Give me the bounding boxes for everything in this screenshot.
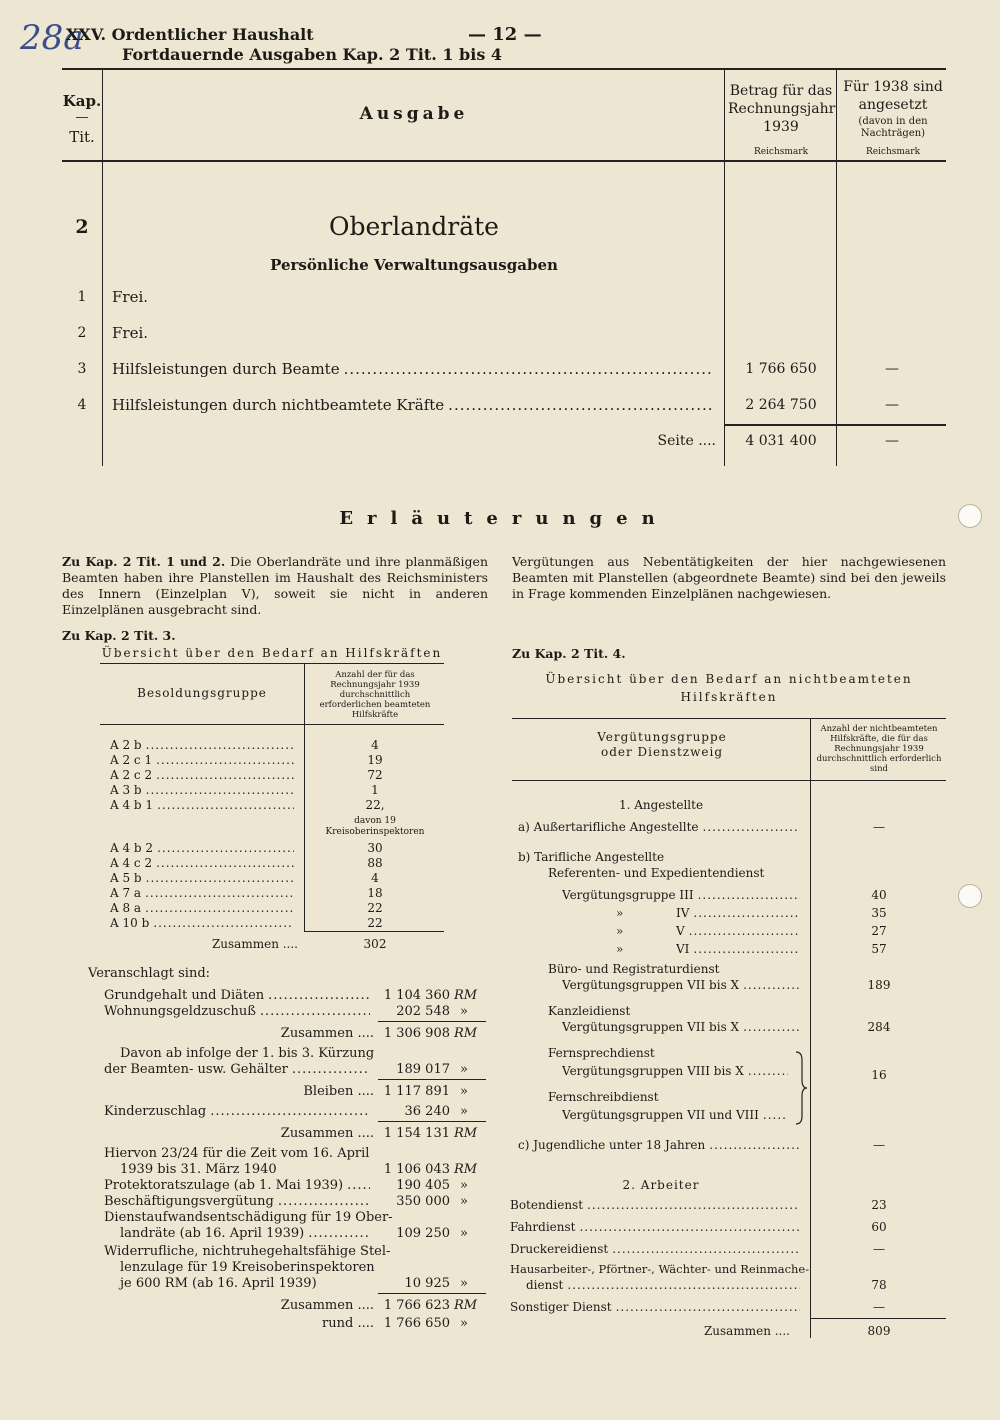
right-table-title-2: Hilfskräften	[680, 690, 778, 704]
right-druck-label: Druckereidienst	[510, 1242, 609, 1256]
right-boten	[510, 1198, 804, 1213]
right-row-vg4	[676, 906, 804, 921]
right-row-vg3	[562, 888, 804, 903]
col-kap-header: Kap.	[62, 92, 102, 110]
left-row-a3b-label: A 3 b	[110, 783, 142, 797]
calc-kinder-label: Kinderzuschlag	[104, 1104, 207, 1119]
left-zusammen-rule	[304, 931, 444, 932]
right-fern1-vg: Vergütungsgruppen VIII bis X	[562, 1064, 744, 1078]
calc-davon-label: der Beamten- usw. Gehälter	[104, 1062, 288, 1077]
calc-hiervon-line-1: Hiervon 23/24 für die Zeit vom 16. April	[104, 1146, 370, 1161]
right-sec1: 1. Angestellte	[618, 798, 704, 812]
row-2-tit: 2	[77, 325, 87, 341]
left-row-a2c2-value: 72	[367, 768, 383, 782]
right-haus	[526, 1278, 804, 1293]
right-row-vg3-value: 40	[871, 888, 887, 902]
left-table-vline	[304, 663, 305, 931]
handwritten-note: 28a	[20, 18, 84, 58]
calc-protektorat-label: Protektoratszulage (ab 1. Mai 1939)	[104, 1178, 344, 1193]
right-row-a-value: —	[873, 820, 885, 834]
right-kanzlei-row	[562, 1020, 804, 1035]
right-fern-value: 16	[871, 1068, 887, 1082]
table-top-rule	[62, 68, 946, 70]
right-fern-brace-icon	[794, 1050, 808, 1126]
calc-zus2-label: Zusammen ....	[280, 1126, 374, 1141]
right-para-2-head: Zu Kap. 2 Tit. 4.	[512, 646, 626, 661]
calc-grundgehalt-label: Grundgehalt und Diäten	[104, 988, 265, 1003]
right-druck	[510, 1242, 804, 1257]
seite-rule	[724, 424, 946, 426]
calc-davon-line-2	[104, 1062, 374, 1078]
right-row-c-value: —	[873, 1138, 885, 1152]
right-kanzlei: Kanzleidienst	[548, 1004, 631, 1018]
left-para-2-head: Zu Kap. 2 Tit. 3.	[62, 628, 176, 643]
left-row-a4c2	[110, 856, 298, 871]
col-1938-sub: (davon in den Nachträgen)	[858, 116, 928, 139]
calc-rund-label: rund ....	[322, 1316, 374, 1331]
punch-hole-lower	[958, 884, 982, 908]
right-sonst-label: Sonstiger Dienst	[510, 1300, 612, 1314]
left-row-a7a-value: 18	[367, 886, 383, 900]
calc-rund-ditto: »	[460, 1316, 468, 1331]
right-buero: Büro- und Registraturdienst	[548, 962, 720, 976]
left-row-a8a	[110, 901, 298, 916]
left-row-a10b	[110, 916, 298, 931]
right-row-vg5-ditto: »	[616, 924, 624, 938]
calc-rule-4	[378, 1293, 486, 1294]
row-3-prev: —	[885, 361, 899, 377]
calc-rund-value: 1 766 650	[383, 1316, 450, 1331]
right-col1-header: Vergütungsgruppe oder Dienstzweig	[597, 730, 727, 759]
right-row-b-sub: Referenten- und Expedientendienst	[548, 866, 765, 880]
calc-kinder-value: 36 240	[404, 1104, 450, 1119]
right-sonst	[510, 1300, 804, 1315]
calc-zus3-value: 1 766 623	[383, 1298, 450, 1313]
right-row-vg6-label: VI	[676, 942, 690, 956]
left-row-a7a	[110, 886, 298, 901]
left-row-a5b-label: A 5 b	[110, 871, 142, 885]
calc-beschaeftigung	[104, 1194, 374, 1210]
right-zusammen-rule	[810, 1318, 946, 1319]
calc-bleiben-label: Bleiben ....	[303, 1084, 374, 1099]
col-1938-unit: Reichsmark	[865, 147, 921, 157]
calc-dienst-label: landräte (ab 16. April 1939)	[120, 1226, 305, 1241]
right-row-vg6	[676, 942, 804, 957]
left-zusammen-label: Zusammen ....	[211, 937, 298, 951]
left-row-a4c2-label: A 4 c 2	[110, 856, 153, 870]
right-fern1-row	[562, 1064, 792, 1079]
right-zusammen-label: Zusammen ....	[703, 1324, 790, 1338]
right-row-a-label: a) Außertarifliche Angestellte	[518, 820, 699, 834]
left-row-a8a-label: A 8 a	[110, 901, 142, 915]
right-sec2: 2. Arbeiter	[622, 1178, 700, 1192]
right-fern2-vg: Vergütungsgruppen VII und VIII	[562, 1108, 759, 1122]
right-row-c	[518, 1138, 804, 1153]
right-buero-vg: Vergütungsgruppen VII bis X	[562, 978, 740, 992]
left-row-a4b2-label: A 4 b 2	[110, 841, 154, 855]
left-row-a2c2	[110, 768, 298, 783]
calc-dienst-line-2	[120, 1226, 374, 1242]
seite-prev: —	[885, 433, 899, 449]
seite-betrag: 4 031 400	[745, 433, 817, 449]
left-zusammen-value: 302	[363, 937, 387, 951]
calc-rule-1	[378, 1021, 486, 1022]
calc-wohnung-value: 202 548	[396, 1004, 450, 1019]
calc-rule-3	[378, 1121, 486, 1122]
left-row-a2c1-value: 19	[367, 753, 383, 767]
right-kanzlei-value: 284	[867, 1020, 891, 1034]
calc-wider-line-1: Widerrufliche, nichtruhegehaltsfähige Stel-	[104, 1244, 391, 1259]
calc-grundgehalt-unit: RM	[454, 988, 478, 1003]
row-1-text: Frei.	[112, 288, 149, 306]
calc-bleiben-ditto: »	[460, 1084, 468, 1099]
left-row-a4b1-label: A 4 b 1	[110, 798, 154, 812]
calc-zus1-value: 1 306 908	[383, 1026, 450, 1041]
right-haus-value: 78	[871, 1278, 887, 1292]
header-line-2: Fortdauernde Ausgaben Kap. 2 Tit. 1 bis 4	[122, 45, 503, 64]
calc-wohnung-ditto: »	[460, 1004, 468, 1019]
right-table-vline	[810, 718, 811, 1338]
calc-protektorat-value: 190 405	[396, 1178, 450, 1193]
row-4-prev: —	[885, 397, 899, 413]
left-para-1-head: Zu Kap. 2 Tit. 1 und 2.	[62, 554, 226, 569]
col-kap-dash: —	[75, 110, 89, 125]
section-title: Oberlandräte	[329, 212, 499, 241]
left-row-a4b1-value: 22,	[365, 798, 385, 812]
calc-beschaeftigung-value: 350 000	[396, 1194, 450, 1209]
row-4-betrag: 2 264 750	[745, 397, 817, 413]
right-fern2: Fernschreibdienst	[548, 1090, 659, 1104]
right-fern2-row	[562, 1108, 792, 1123]
kap-number: 2	[75, 216, 89, 238]
right-row-vg4-ditto: »	[616, 906, 624, 920]
calc-zus1-label: Zusammen ....	[280, 1026, 374, 1041]
right-sonst-value: —	[873, 1300, 885, 1314]
left-row-a2b-label: A 2 b	[110, 738, 142, 752]
calc-zus2-unit: RM	[454, 1126, 478, 1141]
right-row-vg5	[676, 924, 804, 939]
left-row-a3b	[110, 783, 298, 798]
calc-dienst-value: 109 250	[396, 1226, 450, 1241]
left-table-head-rule	[100, 724, 444, 725]
right-table-top	[512, 718, 946, 719]
right-row-a	[518, 820, 804, 835]
calc-dienst-line-1: Dienstaufwandsentschädigung für 19 Ober-	[104, 1210, 393, 1225]
left-row-a10b-label: A 10 b	[110, 916, 150, 930]
right-row-vg5-value: 27	[871, 924, 887, 938]
right-row-vg6-value: 57	[871, 942, 887, 956]
left-table-top	[100, 663, 444, 664]
right-para-1: Vergütungen aus Nebentätigkeiten der hier nachgewiesenen Beamten mit Planstellen (abgeordnete Beamte) sind bei den jeweils in Frage kommenden Einzelplänen nachgewiesen.	[512, 554, 946, 601]
right-druck-value: —	[873, 1242, 885, 1256]
erlaeuterungen-heading: Erläuterungen	[339, 508, 669, 529]
left-note-a4b1: davon 19 Kreisoberinspektoren	[325, 816, 425, 837]
left-row-a3b-value: 1	[371, 783, 379, 797]
row-3-betrag: 1 766 650	[745, 361, 817, 377]
right-table-head-rule	[512, 780, 946, 781]
right-buero-row	[562, 978, 804, 993]
right-fahr-value: 60	[871, 1220, 887, 1234]
veranschlagt-heading: Veranschlagt sind:	[88, 966, 211, 981]
right-table-title-1: Übersicht über den Bedarf an nichtbeamteten	[545, 672, 913, 686]
calc-wohnung	[104, 1004, 374, 1020]
calc-wider-value: 10 925	[404, 1276, 450, 1291]
table-header-rule	[62, 160, 946, 162]
left-col2-header: Anzahl der für das Rechnungsjahr 1939 durchschnittlich erforderlichen beamteten Hilfskräfte	[319, 670, 431, 720]
left-row-a10b-value: 22	[367, 916, 383, 930]
calc-davon-line-1: Davon ab infolge der 1. bis 3. Kürzung	[120, 1046, 375, 1061]
left-para-1	[62, 554, 488, 618]
left-row-a5b-value: 4	[371, 871, 379, 885]
calc-hiervon-line-2: 1939 bis 31. März 1940	[120, 1162, 277, 1177]
right-row-c-label: c) Jugendliche unter 18 Jahren	[518, 1138, 706, 1152]
table-vline-prev	[836, 69, 837, 466]
row-4-tit: 4	[77, 397, 87, 413]
row-3-line	[112, 360, 716, 378]
calc-wohnung-label: Wohnungsgeldzuschuß	[104, 1004, 256, 1019]
calc-dienst-ditto: »	[460, 1226, 468, 1241]
calc-protektorat-ditto: »	[460, 1178, 468, 1193]
row-3-text: Hilfsleistungen durch Beamte	[112, 360, 340, 378]
right-fahr	[510, 1220, 804, 1235]
calc-rule-2	[378, 1079, 486, 1080]
left-para-1-text: Die Oberlandräte und ihre planmäßigen Beamten haben ihre Planstellen im Haushalt des Reichsministers des Innern (Einzelplan V), soweit sie nicht in anderen Einzelplänen ausgebracht sind.	[62, 554, 488, 617]
left-table-title: Übersicht über den Bedarf an Hilfskräften	[101, 646, 443, 660]
calc-bleiben-value: 1 117 891	[383, 1084, 450, 1099]
left-row-a4b2-value: 30	[367, 841, 383, 855]
col-betrag-header: Betrag für das Rechnungsjahr 1939	[728, 83, 836, 135]
right-col2-header: Anzahl der nichtbeamteten Hilfskräfte, die für das Rechnungsjahr 1939 durchschnittlich erforderlich sind	[816, 724, 942, 774]
calc-zus2-value: 1 154 131	[383, 1126, 450, 1141]
table-vline-kap	[102, 69, 103, 466]
calc-zus3-label: Zusammen ....	[280, 1298, 374, 1313]
left-row-a2b-value: 4	[371, 738, 379, 752]
col-1938-header: Für 1938 sind angesetzt	[843, 79, 943, 113]
calc-wider-ditto: »	[460, 1276, 468, 1291]
calc-zus1-unit: RM	[454, 1026, 478, 1041]
left-row-a2c1	[110, 753, 298, 768]
calc-grundgehalt-value: 1 104 360	[383, 988, 450, 1003]
row-4-line	[112, 396, 716, 414]
left-row-a8a-value: 22	[367, 901, 383, 915]
left-row-a4c2-value: 88	[367, 856, 383, 870]
row-1-tit: 1	[77, 289, 87, 305]
right-fahr-label: Fahrdienst	[510, 1220, 576, 1234]
right-row-vg4-value: 35	[871, 906, 887, 920]
punch-hole-upper	[958, 504, 982, 528]
row-3-tit: 3	[77, 361, 87, 377]
right-kanzlei-vg: Vergütungsgruppen VII bis X	[562, 1020, 740, 1034]
calc-davon-value: 189 017	[396, 1062, 450, 1077]
right-boten-label: Botendienst	[510, 1198, 584, 1212]
right-haus-label: dienst	[526, 1278, 564, 1292]
calc-protektorat	[104, 1178, 374, 1194]
col-ausgabe-header: Ausgabe	[359, 104, 469, 124]
header-line-1: XXV. Ordentlicher Haushalt	[66, 25, 314, 44]
left-row-a5b	[110, 871, 298, 886]
section-subtitle: Persönliche Verwaltungsausgaben	[270, 256, 558, 274]
right-buero-value: 189	[867, 978, 891, 992]
right-row-b: b) Tarifliche Angestellte	[518, 850, 665, 864]
row-4-text: Hilfsleistungen durch nichtbeamtete Kräfte	[112, 396, 445, 414]
right-boten-value: 23	[871, 1198, 887, 1212]
calc-grundgehalt	[104, 988, 374, 1004]
calc-kinder-ditto: »	[460, 1104, 468, 1119]
left-row-a7a-label: A 7 a	[110, 886, 142, 900]
left-row-a2c2-label: A 2 c 2	[110, 768, 153, 782]
left-row-a2b	[110, 738, 298, 753]
calc-beschaeftigung-label: Beschäftigungsvergütung	[104, 1194, 274, 1209]
right-zusammen-value: 809	[867, 1324, 891, 1338]
col-tit-header: Tit.	[69, 128, 95, 146]
right-fern1: Fernsprechdienst	[548, 1046, 655, 1060]
right-row-vg5-label: V	[676, 924, 685, 938]
seite-label: Seite ....	[657, 433, 716, 449]
row-2-text: Frei.	[112, 324, 149, 342]
right-haus-line-1: Hausarbeiter-, Pförtner-, Wächter- und Reinmache-	[510, 1262, 810, 1276]
calc-wider-line-2: lenzulage für 19 Kreisoberinspektoren	[120, 1260, 375, 1275]
calc-davon-ditto: »	[460, 1062, 468, 1077]
left-row-a2c1-label: A 2 c 1	[110, 753, 153, 767]
right-row-vg3-label: Vergütungsgruppe III	[562, 888, 694, 902]
calc-wider-line-3: je 600 RM (ab 16. April 1939)	[120, 1276, 317, 1291]
right-row-vg4-label: IV	[676, 906, 690, 920]
calc-hiervon-value: 1 106 043	[383, 1162, 450, 1177]
page-number: — 12 —	[468, 24, 542, 45]
left-row-a4b2	[110, 841, 298, 856]
calc-zus3-unit: RM	[454, 1298, 478, 1313]
col-betrag-unit: Reichsmark	[753, 147, 809, 157]
left-row-a4b1	[110, 798, 298, 813]
calc-beschaeftigung-ditto: »	[460, 1194, 468, 1209]
table-vline-betrag	[724, 69, 725, 466]
right-row-vg6-ditto: »	[616, 942, 624, 956]
calc-hiervon-unit: RM	[454, 1162, 478, 1177]
calc-kinder	[104, 1104, 374, 1120]
left-col1-header: Besoldungsgruppe	[137, 686, 267, 700]
